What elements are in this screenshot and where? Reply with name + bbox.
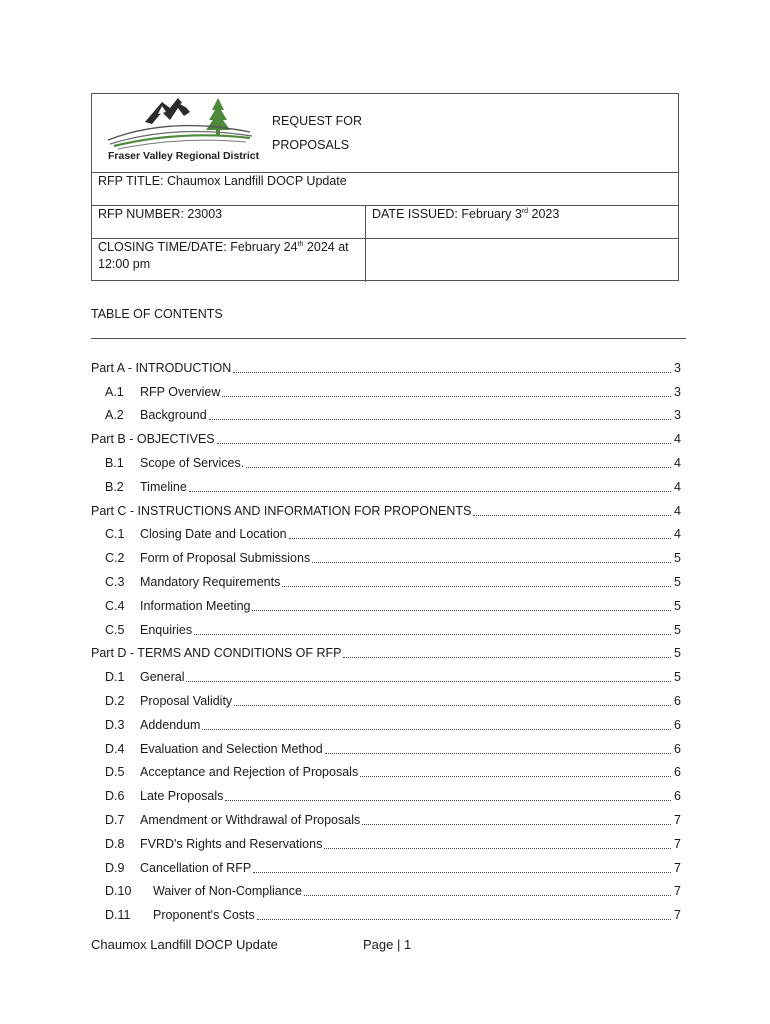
rfp-title: RFP TITLE: Chaumox Landfill DOCP Update [98,174,347,188]
toc-entry-number: A.1 [105,384,124,399]
toc-dot-leader [257,910,671,920]
toc-dot-leader [289,529,671,539]
toc-entry-page: 5 [674,598,681,613]
request-for-proposals-heading [272,109,362,157]
toc-dot-leader [324,839,671,849]
toc-entry-number: D.7 [105,813,125,828]
toc-section-entry[interactable] [91,880,681,904]
toc-entry-number: D.1 [105,670,125,685]
toc-entry-page: 4 [674,456,681,471]
toc-entry-page: 4 [674,527,681,542]
toc-entry-page: 5 [674,575,681,590]
logo-organization-name: Fraser Valley Regional District [108,150,260,162]
toc-dot-leader [473,506,671,516]
toc-dot-leader [217,434,671,444]
toc-section-entry[interactable] [91,761,681,785]
toc-entry-label: Evaluation and Selection Method [140,741,323,756]
toc-section-entry[interactable] [91,594,681,618]
toc-part-entry[interactable] [91,642,681,666]
request-heading-line1: REQUEST FOR [272,114,363,128]
closing-time: 12:00 pm [98,257,151,271]
toc-entry-page: 4 [674,503,681,518]
toc-part-entry[interactable] [91,356,681,380]
toc-entry-label: FVRD's Rights and Reservations [140,836,323,851]
toc-dot-leader [189,482,671,492]
toc-section-entry[interactable] [91,689,681,713]
toc-dot-leader [362,815,671,825]
date-issued-ordinal: rd [521,207,529,215]
toc-entry-number: C.1 [105,527,125,542]
toc-entry-number: C.2 [105,551,125,566]
toc-dot-leader [360,767,671,777]
toc-entry-page: 6 [674,717,681,732]
toc-entry-label: Scope of Services. [140,456,245,471]
toc-dot-leader [312,553,671,563]
toc-entry-label: Acceptance and Rejection of Proposals [140,765,359,780]
toc-dot-leader [186,672,671,682]
toc-entry-label: Part A - INTRODUCTION [91,360,232,375]
toc-entry-page: 7 [674,836,681,851]
toc-section-entry[interactable] [91,451,681,475]
toc-entry-label: Amendment or Withdrawal of Proposals [140,813,361,828]
footer-page-number: Page | 1 [363,937,412,952]
toc-dot-leader [234,696,671,706]
toc-dot-leader [325,744,671,754]
toc-section-entry[interactable] [91,903,681,927]
toc-dot-leader [202,720,671,730]
toc-entry-page: 7 [674,884,681,899]
toc-dot-leader [304,886,671,896]
header-logo-row [92,94,678,172]
toc-section-entry[interactable] [91,475,681,499]
toc-entry-label: Form of Proposal Submissions [140,551,311,566]
toc-entry-page: 6 [674,765,681,780]
closing-year: 2024 at [303,240,349,254]
request-heading-line2: PROPOSALS [272,138,350,152]
footer-document-title: Chaumox Landfill DOCP Update [91,937,278,952]
closing-time-date [98,239,349,273]
toc-entry-label: Enquiries [140,622,193,637]
toc-entry-number: D.6 [105,789,125,804]
toc-section-entry[interactable] [91,618,681,642]
toc-entry-page: 7 [674,908,681,923]
rfp-number: RFP NUMBER: 23003 [98,207,223,221]
toc-entry-label: Late Proposals [140,789,224,804]
toc-entry-number: D.10 [105,884,132,899]
toc-entry-label: Background [140,408,207,423]
toc-entry-page: 3 [674,408,681,423]
toc-entry-number: D.4 [105,741,125,756]
toc-entry-label: RFP Overview [140,384,221,399]
toc-entry-page: 3 [674,384,681,399]
toc-dot-leader [343,648,671,658]
toc-section-entry[interactable] [91,523,681,547]
toc-entry-label: Addendum [140,717,201,732]
toc-dot-leader [246,458,671,468]
toc-dot-leader [194,625,671,635]
toc-entry-number: C.4 [105,598,125,613]
rfp-title-row [92,172,678,206]
toc-section-entry[interactable] [91,737,681,761]
table-of-contents [91,356,681,927]
closing-ordinal: th [297,240,304,248]
toc-entry-page: 5 [674,622,681,637]
toc-entry-label: Timeline [140,479,187,494]
date-issued-year: 2023 [528,207,560,221]
toc-entry-label: General [140,670,185,685]
toc-part-entry[interactable] [91,499,681,523]
toc-section-entry[interactable] [91,713,681,737]
toc-entry-label: Part C - INSTRUCTIONS AND INFORMATION FOR PROPONENTS [91,503,472,518]
toc-dot-leader [252,601,671,611]
toc-section-entry[interactable] [91,808,681,832]
toc-entry-label: Part B - OBJECTIVES [91,432,215,447]
toc-dot-leader [225,791,671,801]
toc-entry-page: 4 [674,479,681,494]
toc-entry-number: D.3 [105,717,125,732]
closing-row [92,238,678,282]
toc-section-entry[interactable] [91,665,681,689]
toc-dot-leader [282,577,671,587]
toc-section-entry[interactable] [91,856,681,880]
toc-entry-number: C.3 [105,575,125,590]
date-issued [372,206,559,223]
toc-dot-leader [253,863,671,873]
toc-entry-number: A.2 [105,408,124,423]
toc-entry-page: 5 [674,670,681,685]
toc-entry-label: Waiver of Non-Compliance [153,884,302,899]
toc-entry-number: B.1 [105,456,124,471]
toc-section-entry[interactable] [91,832,681,856]
toc-section-entry[interactable] [91,784,681,808]
toc-dot-leader [222,387,671,397]
toc-section-entry[interactable] [91,570,681,594]
toc-entry-label: Closing Date and Location [140,527,287,542]
toc-entry-label: Information Meeting [140,598,251,613]
toc-entry-label: Part D - TERMS AND CONDITIONS OF RFP [91,646,342,661]
closing-text: CLOSING TIME/DATE: February 24 [98,240,298,254]
toc-section-entry[interactable] [91,546,681,570]
toc-entry-label: Proponent's Costs [153,908,255,923]
toc-entry-page: 5 [674,646,681,661]
toc-entry-page: 6 [674,694,681,709]
toc-entry-number: D.9 [105,860,125,875]
toc-divider [91,338,686,339]
toc-entry-page: 7 [674,813,681,828]
toc-entry-number: D.8 [105,836,125,851]
toc-dot-leader [233,363,671,373]
toc-entry-label: Proposal Validity [140,694,233,709]
toc-part-entry[interactable] [91,427,681,451]
toc-dot-leader [209,410,671,420]
toc-entry-number: D.5 [105,765,125,780]
toc-entry-label: Mandatory Requirements [140,575,281,590]
toc-entry-page: 5 [674,551,681,566]
toc-entry-page: 7 [674,860,681,875]
toc-entry-number: B.2 [105,479,124,494]
toc-entry-page: 3 [674,360,681,375]
rfp-header-table [91,93,679,281]
toc-entry-page: 6 [674,789,681,804]
toc-entry-page: 4 [674,432,681,447]
toc-entry-number: C.5 [105,622,125,637]
toc-section-entry[interactable] [91,380,681,404]
toc-entry-page: 6 [674,741,681,756]
toc-section-entry[interactable] [91,404,681,428]
toc-title: TABLE OF CONTENTS [91,307,223,321]
toc-entry-number: D.11 [105,908,131,923]
toc-entry-number: D.2 [105,694,125,709]
rfp-number-row [92,205,678,239]
toc-entry-label: Cancellation of RFP [140,860,252,875]
date-issued-text: DATE ISSUED: February 3 [372,207,522,221]
